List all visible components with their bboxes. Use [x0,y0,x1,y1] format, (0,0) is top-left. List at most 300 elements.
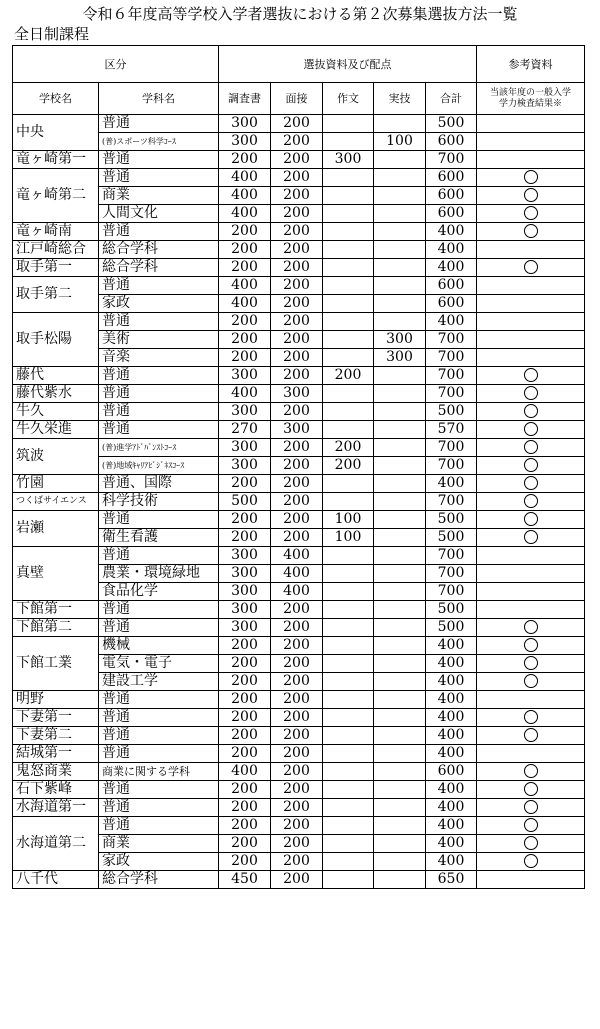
sakubun-score [323,313,374,331]
header-chosa: 調査書 [219,83,271,115]
department-name: 科学技術 [99,493,219,511]
total-score: 400 [426,655,477,673]
chosa-score: 400 [219,169,271,187]
document-title: 令和６年度高等学校入学者選抜における第２次募集選抜方法一覧 [82,5,518,23]
circle-mark-icon [524,476,538,490]
jitsugi-score [374,457,426,475]
department-name: 機械 [99,637,219,655]
mensetsu-score: 200 [271,709,323,727]
school-name: 江戸崎総合 [13,241,99,259]
sakubun-score: 100 [323,511,374,529]
chosa-score: 300 [219,583,271,601]
mensetsu-score: 400 [271,547,323,565]
table-row [13,259,585,277]
school-name: 水海道第二 [13,817,99,871]
reference-cell [477,637,585,655]
mensetsu-score: 200 [271,511,323,529]
reference-cell [477,799,585,817]
circle-mark-icon [524,386,538,400]
mensetsu-score: 200 [271,745,323,763]
total-score: 650 [426,871,477,889]
department-name: 商業 [99,835,219,853]
circle-mark-icon [524,494,538,508]
school-name: 明野 [13,691,99,709]
total-score: 700 [426,565,477,583]
sakubun-score [323,619,374,637]
department-name: 総合学科 [99,241,219,259]
sakubun-score [323,835,374,853]
department-name: 美術 [99,331,219,349]
school-name: 下館工業 [13,637,99,691]
jitsugi-score [374,763,426,781]
table-row [13,781,585,799]
table-row [13,493,585,511]
mensetsu-score: 200 [271,169,323,187]
circle-mark-icon [524,656,538,670]
chosa-score: 400 [219,295,271,313]
chosa-score: 500 [219,493,271,511]
table-row [13,133,585,151]
jitsugi-score [374,259,426,277]
sakubun-score [323,853,374,871]
jitsugi-score [374,169,426,187]
table-row [13,673,585,691]
department-name: 普通 [99,223,219,241]
department-name: 普通 [99,745,219,763]
total-score: 500 [426,403,477,421]
total-score: 500 [426,115,477,133]
mensetsu-score: 200 [271,475,323,493]
total-score: 600 [426,187,477,205]
jitsugi-score [374,475,426,493]
total-score: 400 [426,313,477,331]
table-row [13,565,585,583]
circle-mark-icon [524,530,538,544]
sakubun-score [323,781,374,799]
mensetsu-score: 200 [271,259,323,277]
jitsugi-score [374,565,426,583]
jitsugi-score: 300 [374,331,426,349]
school-name: 取手第二 [13,277,99,313]
chosa-score: 300 [219,367,271,385]
reference-cell [477,565,585,583]
department-name: 普通 [99,385,219,403]
table-row [13,241,585,259]
table-row [13,349,585,367]
mensetsu-score: 200 [271,637,323,655]
table-row [13,277,585,295]
school-name: 鬼怒商業 [13,763,99,781]
mensetsu-score: 200 [271,853,323,871]
total-score: 700 [426,493,477,511]
reference-cell [477,187,585,205]
reference-cell [477,763,585,781]
jitsugi-score [374,781,426,799]
reference-cell [477,601,585,619]
jitsugi-score [374,673,426,691]
table-row [13,313,585,331]
total-score: 400 [426,709,477,727]
reference-cell [477,115,585,133]
jitsugi-score: 300 [374,349,426,367]
chosa-score: 300 [219,601,271,619]
total-score: 500 [426,601,477,619]
school-name: 竹園 [13,475,99,493]
school-name: 真壁 [13,547,99,601]
department-name: 商業 [99,187,219,205]
department-name: 普通、国際 [99,475,219,493]
mensetsu-score: 200 [271,205,323,223]
chosa-score: 200 [219,259,271,277]
sakubun-score [323,655,374,673]
circle-mark-icon [524,404,538,418]
mensetsu-score: 200 [271,223,323,241]
total-score: 400 [426,799,477,817]
reference-cell [477,367,585,385]
sakubun-score [323,727,374,745]
table-row [13,727,585,745]
school-name: 下妻第二 [13,727,99,745]
mensetsu-score: 200 [271,601,323,619]
sakubun-score [323,871,374,889]
department-name: 普通 [99,511,219,529]
chosa-score: 200 [219,709,271,727]
reference-cell [477,151,585,169]
reference-cell [477,277,585,295]
table-row [13,421,585,439]
reference-cell [477,511,585,529]
mensetsu-score: 200 [271,241,323,259]
total-score: 500 [426,529,477,547]
header-senbatsu: 選抜資料及び配点 [219,46,477,83]
reference-cell [477,655,585,673]
table-row [13,637,585,655]
sakubun-score [323,349,374,367]
sakubun-score [323,205,374,223]
sakubun-score [323,763,374,781]
mensetsu-score: 200 [271,349,323,367]
table-row [13,439,585,457]
reference-cell [477,745,585,763]
header-kubun: 区分 [13,46,219,83]
circle-mark-icon [524,422,538,436]
mensetsu-score: 200 [271,187,323,205]
jitsugi-score [374,835,426,853]
department-name: 普通 [99,313,219,331]
department-name: 普通 [99,601,219,619]
department-name: 家政 [99,295,219,313]
total-score: 400 [426,781,477,799]
jitsugi-score [374,313,426,331]
total-score: 400 [426,223,477,241]
header-dept: 学科名 [99,83,219,115]
table-row [13,331,585,349]
circle-mark-icon [524,782,538,796]
reference-cell [477,493,585,511]
circle-mark-icon [524,764,538,778]
mensetsu-score: 200 [271,529,323,547]
reference-cell [477,853,585,871]
total-score: 600 [426,295,477,313]
mensetsu-score: 200 [271,277,323,295]
table-row [13,205,585,223]
jitsugi-score [374,223,426,241]
circle-mark-icon [524,620,538,634]
total-score: 600 [426,763,477,781]
chosa-score: 200 [219,781,271,799]
mensetsu-score: 300 [271,421,323,439]
mensetsu-score: 200 [271,691,323,709]
jitsugi-score [374,493,426,511]
chosa-score: 450 [219,871,271,889]
jitsugi-score [374,205,426,223]
mensetsu-score: 200 [271,367,323,385]
department-name: 普通 [99,277,219,295]
department-name: 人間文化 [99,205,219,223]
table-row [13,619,585,637]
total-score: 400 [426,745,477,763]
department-name: 普通 [99,727,219,745]
department-name: 普通 [99,169,219,187]
circle-mark-icon [524,854,538,868]
jitsugi-score [374,601,426,619]
mensetsu-score: 200 [271,493,323,511]
reference-cell [477,871,585,889]
jitsugi-score [374,709,426,727]
selection-method-table [12,45,585,889]
table-row [13,187,585,205]
table-row [13,709,585,727]
school-name: 竜ヶ崎南 [13,223,99,241]
sakubun-score [323,673,374,691]
reference-cell [477,439,585,457]
school-name: 牛久栄進 [13,421,99,439]
chosa-score: 200 [219,475,271,493]
department-name: 商業に関する学科 [99,763,219,781]
department-name: 総合学科 [99,871,219,889]
total-score: 700 [426,439,477,457]
school-name: 下妻第一 [13,709,99,727]
mensetsu-score: 200 [271,817,323,835]
total-score: 700 [426,547,477,565]
mensetsu-score: 200 [271,835,323,853]
sakubun-score: 100 [323,529,374,547]
table-row [13,547,585,565]
sakubun-score [323,583,374,601]
total-score: 400 [426,691,477,709]
reference-cell [477,349,585,367]
table-row [13,655,585,673]
mensetsu-score: 200 [271,403,323,421]
table-row [13,295,585,313]
chosa-score: 400 [219,277,271,295]
mensetsu-score: 200 [271,727,323,745]
jitsugi-score [374,655,426,673]
circle-mark-icon [524,206,538,220]
total-score: 570 [426,421,477,439]
total-score: 700 [426,331,477,349]
total-score: 500 [426,511,477,529]
department-name: 普通 [99,709,219,727]
department-name: 食品化学 [99,583,219,601]
jitsugi-score [374,277,426,295]
chosa-score: 300 [219,439,271,457]
circle-mark-icon [524,260,538,274]
table-row [13,799,585,817]
mensetsu-score: 200 [271,439,323,457]
chosa-score: 200 [219,691,271,709]
chosa-score: 200 [219,349,271,367]
table-row [13,817,585,835]
circle-mark-icon [524,188,538,202]
reference-cell [477,241,585,259]
school-name: 竜ヶ崎第一 [13,151,99,169]
school-name: 中央 [13,115,99,151]
table-row [13,529,585,547]
sakubun-score [323,637,374,655]
circle-mark-icon [524,224,538,238]
sakubun-score [323,241,374,259]
circle-mark-icon [524,368,538,382]
jitsugi-score [374,691,426,709]
header-mensetsu: 面接 [271,83,323,115]
sakubun-score [323,475,374,493]
jitsugi-score [374,547,426,565]
table-row [13,115,585,133]
header-jitsugi: 実技 [374,83,426,115]
table-row [13,835,585,853]
total-score: 400 [426,241,477,259]
department-name: 普通 [99,691,219,709]
mensetsu-score: 200 [271,295,323,313]
chosa-score: 200 [219,799,271,817]
circle-mark-icon [524,170,538,184]
sakubun-score [323,187,374,205]
jitsugi-score [374,511,426,529]
mensetsu-score: 400 [271,565,323,583]
mensetsu-score: 200 [271,673,323,691]
table-body [13,115,585,889]
total-score: 700 [426,457,477,475]
jitsugi-score [374,871,426,889]
table-row [13,151,585,169]
header-gokei: 合計 [426,83,477,115]
department-name: 電気・電子 [99,655,219,673]
department-name: 建設工学 [99,673,219,691]
chosa-score: 300 [219,403,271,421]
sakubun-score: 300 [323,151,374,169]
sakubun-score [323,709,374,727]
total-score: 700 [426,151,477,169]
jitsugi-score [374,115,426,133]
school-name: 結城第一 [13,745,99,763]
sakubun-score [323,169,374,187]
table-row [13,745,585,763]
reference-cell [477,529,585,547]
sakubun-score [323,745,374,763]
sakubun-score [323,547,374,565]
header-sanko-detail: 当該年度の一般入学 学力検査結果※ [477,83,585,115]
chosa-score: 300 [219,619,271,637]
chosa-score: 200 [219,727,271,745]
chosa-score: 200 [219,817,271,835]
circle-mark-icon [524,512,538,526]
reference-cell [477,547,585,565]
chosa-score: 300 [219,547,271,565]
mensetsu-score: 200 [271,799,323,817]
jitsugi-score [374,421,426,439]
table-row [13,385,585,403]
sakubun-score [323,799,374,817]
sakubun-score [323,817,374,835]
reference-cell [477,673,585,691]
total-score: 400 [426,817,477,835]
mensetsu-score: 200 [271,313,323,331]
header-school: 学校名 [13,83,99,115]
total-score: 600 [426,169,477,187]
circle-mark-icon [524,836,538,850]
jitsugi-score [374,727,426,745]
total-score: 600 [426,205,477,223]
chosa-score: 200 [219,511,271,529]
mensetsu-score: 200 [271,619,323,637]
table-row [13,853,585,871]
school-name: 藤代 [13,367,99,385]
table-row [13,691,585,709]
reference-cell [477,583,585,601]
reference-cell [477,421,585,439]
table-row [13,583,585,601]
reference-cell [477,457,585,475]
total-score: 400 [426,259,477,277]
department-name: 普通 [99,781,219,799]
chosa-score: 200 [219,655,271,673]
header-sanko: 参考資料 [477,46,585,83]
table-row [13,367,585,385]
circle-mark-icon [524,800,538,814]
chosa-score: 200 [219,745,271,763]
department-name: 普通 [99,367,219,385]
reference-cell [477,403,585,421]
circle-mark-icon [524,440,538,454]
reference-cell [477,223,585,241]
total-score: 400 [426,637,477,655]
reference-cell [477,691,585,709]
department-name: 衛生看護 [99,529,219,547]
school-name: 八千代 [13,871,99,889]
school-name: 水海道第一 [13,799,99,817]
jitsugi-score [374,187,426,205]
total-score: 500 [426,619,477,637]
chosa-score: 300 [219,565,271,583]
mensetsu-score: 200 [271,151,323,169]
circle-mark-icon [524,710,538,724]
chosa-score: 200 [219,673,271,691]
jitsugi-score [374,529,426,547]
mensetsu-score: 200 [271,457,323,475]
school-name: 藤代紫水 [13,385,99,403]
jitsugi-score [374,745,426,763]
reference-cell [477,475,585,493]
reference-cell [477,619,585,637]
chosa-score: 400 [219,205,271,223]
table-row [13,223,585,241]
total-score: 400 [426,853,477,871]
school-name: 筑波 [13,439,99,475]
jitsugi-score [374,583,426,601]
department-name: 普通 [99,115,219,133]
chosa-score: 200 [219,637,271,655]
